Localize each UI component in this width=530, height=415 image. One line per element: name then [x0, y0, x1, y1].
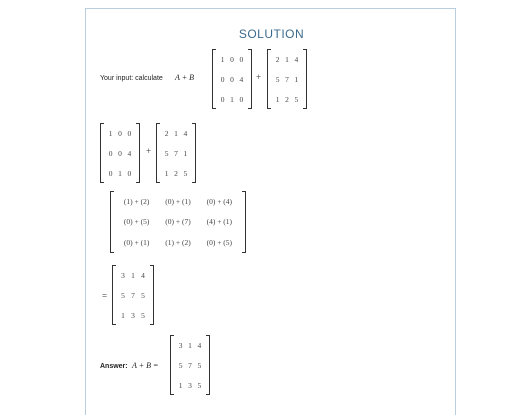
matrix-left-bracket — [267, 49, 271, 109]
matrix-cell: 0 — [239, 54, 244, 64]
matrix-cell: 0 — [230, 74, 234, 84]
matrix-cell: 4 — [127, 148, 132, 158]
matrix-left-bracket — [170, 335, 174, 395]
matrix-right-bracket — [303, 49, 307, 109]
matrix-cell: 5 — [275, 74, 280, 84]
matrix-cell: 3 — [178, 340, 183, 350]
matrix-cell: 1 — [118, 168, 122, 178]
matrix-left-bracket — [112, 265, 116, 325]
matrix-cell: 2 — [285, 94, 289, 104]
step1-plus-sign: + — [146, 146, 152, 156]
matrix-cell: 5 — [178, 360, 183, 370]
matrix-cell: 3 — [131, 310, 135, 320]
matrix-right-bracket — [192, 123, 196, 183]
answer-matrix — [170, 335, 210, 395]
matrix-cell: 1 — [188, 340, 192, 350]
matrix-cell: 0 — [127, 128, 132, 138]
matrix-cell: 4 — [197, 340, 202, 350]
matrix-cell: 5 — [294, 94, 299, 104]
matrix-cell: 1 — [121, 310, 125, 320]
matrix-cell: 5 — [141, 310, 145, 320]
matrix-cell: 1 — [294, 74, 299, 84]
matrix-cell: 0 — [108, 168, 113, 178]
input-expression: A + B — [175, 73, 195, 82]
solution-title: SOLUTION — [238, 27, 305, 41]
matrix-cell: 2 — [164, 128, 169, 138]
matrix-cell: 1 — [131, 270, 135, 280]
matrix-cell: 7 — [174, 148, 178, 158]
matrix-cell: 4 — [183, 128, 188, 138]
matrix-cell: 7 — [285, 74, 289, 84]
matrix-cell: 3 — [188, 380, 192, 390]
input-matrix-a — [212, 49, 252, 109]
matrix-right-bracket — [206, 335, 210, 395]
matrix-cell: 5 — [121, 290, 125, 300]
matrix-cell: 2 — [174, 168, 178, 178]
matrix-cell: 1 — [230, 94, 234, 104]
matrix-cell: 5 — [141, 290, 145, 300]
matrix-cell: 1 — [285, 54, 289, 64]
matrix-cell: 1 — [178, 380, 183, 390]
matrix-cell: (1) + (2) — [123, 196, 150, 206]
matrix-cell: 5 — [197, 360, 202, 370]
matrix-cell: (0) + (1) — [165, 196, 191, 206]
matrix-cell: 4 — [141, 270, 145, 280]
matrix-left-bracket — [212, 49, 216, 109]
matrix-cell: (1) + (2) — [165, 238, 191, 248]
matrix-cell: 4 — [294, 54, 299, 64]
matrix-left-bracket — [100, 123, 104, 183]
matrix-cell: 0 — [127, 168, 132, 178]
matrix-right-bracket — [136, 123, 140, 183]
matrix-cell: 1 — [108, 128, 113, 138]
step3-result-matrix — [112, 265, 154, 325]
matrix-cell: 0 — [230, 54, 234, 64]
input-matrix-b — [267, 49, 307, 109]
matrix-cell: 1 — [174, 128, 178, 138]
matrix-right-bracket — [242, 191, 246, 253]
matrix-cell: 5 — [183, 168, 188, 178]
matrix-left-bracket — [156, 123, 160, 183]
matrix-cell: 0 — [118, 148, 122, 158]
matrix-right-bracket — [150, 265, 154, 325]
matrix-cell: (4) + (1) — [206, 217, 233, 227]
matrix-cell: 1 — [220, 54, 225, 64]
matrix-cell: 4 — [239, 74, 244, 84]
input-plus-sign: + — [256, 72, 262, 82]
matrix-cell: 1 — [275, 94, 280, 104]
matrix-cell: (0) + (5) — [123, 217, 150, 227]
step1-matrix-a — [100, 123, 140, 183]
answer-expression: A + B = — [132, 361, 159, 370]
matrix-cell: 3 — [121, 270, 125, 280]
matrix-cell: (0) + (1) — [123, 238, 150, 248]
matrix-cell: (0) + (7) — [165, 217, 191, 227]
matrix-left-bracket — [110, 191, 114, 253]
matrix-cell: 1 — [164, 168, 169, 178]
matrix-cell: 0 — [220, 74, 225, 84]
matrix-cell: 0 — [220, 94, 225, 104]
step1-matrix-b — [156, 123, 196, 183]
matrix-cell: (0) + (4) — [206, 196, 233, 206]
answer-label: Answer: — [100, 363, 128, 370]
matrix-cell: 2 — [275, 54, 280, 64]
input-label: Your input: calculate — [100, 75, 163, 82]
matrix-cell: 7 — [131, 290, 135, 300]
matrix-cell: (0) + (5) — [206, 238, 233, 248]
matrix-cell: 1 — [183, 148, 188, 158]
matrix-cell: 5 — [197, 380, 202, 390]
matrix-cell: 7 — [188, 360, 192, 370]
matrix-cell: 0 — [239, 94, 244, 104]
matrix-right-bracket — [248, 49, 252, 109]
matrix-cell: 0 — [118, 128, 122, 138]
solution-panel — [85, 8, 456, 415]
step3-equals-sign: = — [102, 291, 108, 301]
matrix-cell: 0 — [108, 148, 113, 158]
matrix-cell: 5 — [164, 148, 169, 158]
step2-sum-matrix — [110, 191, 246, 253]
